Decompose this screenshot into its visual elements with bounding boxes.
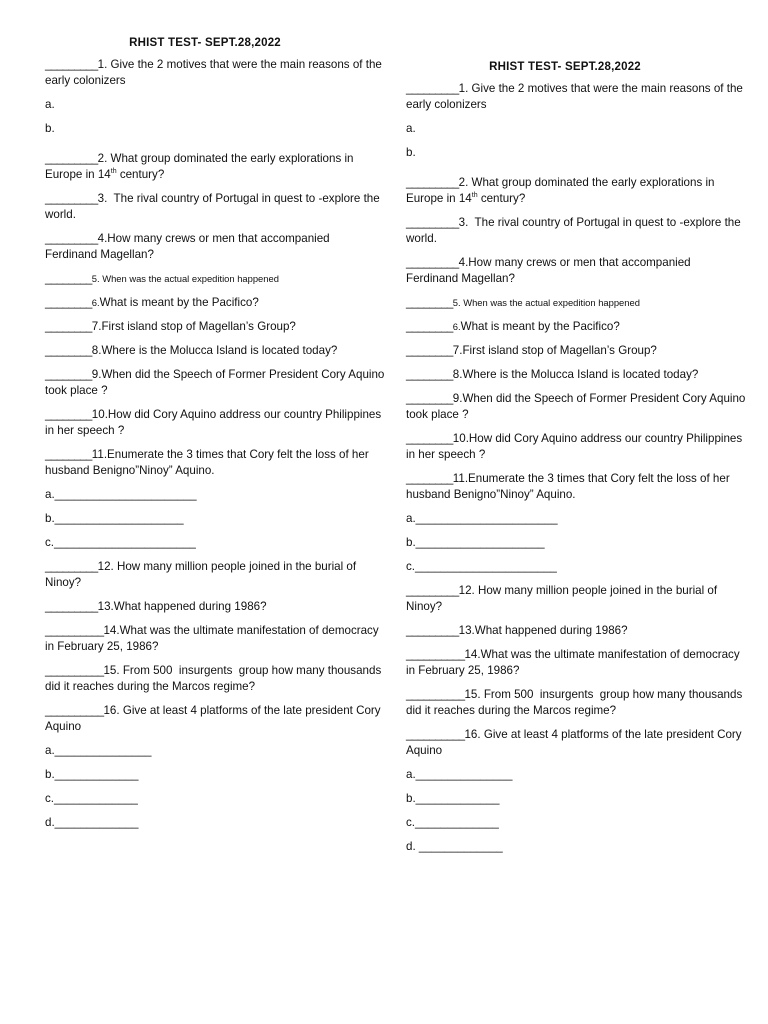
question-15: __________15. From 500 insurgents group how many thousands did it reaches during the Marcos regime?: [406, 688, 746, 717]
answer-option: b._____________: [45, 768, 139, 781]
answer-option: d._____________: [45, 816, 139, 829]
answer-option: a._______________: [406, 768, 513, 781]
question-9: ________9.When did the Speech of Former President Cory Aquino took place ?: [45, 368, 388, 397]
answer-option: a.______________________: [45, 488, 197, 501]
question-11: ________11.Enumerate the 3 times that Cory felt the loss of her husband Benigno”Ninoy” Aquino.: [45, 448, 372, 477]
answer-option: c.______________________: [45, 536, 196, 549]
question-1: _________1. Give the 2 motives that were the main reasons of the early colonizers: [406, 82, 747, 111]
answer-option: c.______________________: [406, 560, 557, 573]
question-2: _________2. What group dominated the early explorations in Europe in 14th century?: [45, 152, 357, 181]
answer-option: b.: [406, 146, 416, 159]
question-10: ________10.How did Cory Aquino address our country Philippines in her speech ?: [45, 408, 385, 437]
question-7: ________7.First island stop of Magellan’s Group?: [45, 320, 296, 333]
question-16: __________16. Give at least 4 platforms of the late president Cory Aquino: [406, 728, 745, 757]
answer-option: b.____________________: [45, 512, 184, 525]
answer-option: d. _____________: [406, 840, 503, 853]
question-8: ________8.Where is the Molucca Island is located today?: [406, 368, 699, 381]
answer-option: a.______________________: [406, 512, 558, 525]
question-16: __________16. Give at least 4 platforms of the late president Cory Aquino: [45, 704, 384, 733]
question-4: _________4.How many crews or men that accompanied Ferdinand Magellan?: [406, 256, 694, 285]
answer-option: b._____________: [406, 792, 500, 805]
test-sheet-right: [406, 0, 749, 863]
question-14: __________14.What was the ultimate manifestation of democracy in February 25, 1986?: [406, 648, 743, 677]
question-14: __________14.What was the ultimate manifestation of democracy in February 25, 1986?: [45, 624, 382, 653]
question-10: ________10.How did Cory Aquino address our country Philippines in her speech ?: [406, 432, 746, 461]
question-13: _________13.What happened during 1986?: [45, 600, 267, 613]
question-12: _________12. How many million people joined in the burial of Ninoy?: [45, 560, 360, 589]
answer-option: c._____________: [45, 792, 138, 805]
question-3: _________3. The rival country of Portugal in quest to -explore the world.: [45, 192, 383, 221]
question-12: _________12. How many million people joined in the burial of Ninoy?: [406, 584, 721, 613]
question-5: ________5. When was the actual expedition happened: [406, 296, 640, 309]
question-4: _________4.How many crews or men that accompanied Ferdinand Magellan?: [45, 232, 333, 261]
question-9: ________9.When did the Speech of Former President Cory Aquino took place ?: [406, 392, 749, 421]
question-13: _________13.What happened during 1986?: [406, 624, 628, 637]
test-sheet-left: [45, 0, 388, 839]
question-6: ________6.What is meant by the Pacifico?: [406, 320, 620, 333]
question-15: __________15. From 500 insurgents group how many thousands did it reaches during the Marcos regime?: [45, 664, 385, 693]
answer-option: b.: [45, 122, 55, 135]
question-1: _________1. Give the 2 motives that were the main reasons of the early colonizers: [45, 58, 386, 87]
answer-option: b.____________________: [406, 536, 545, 549]
question-3: _________3. The rival country of Portugal in quest to -explore the world.: [406, 216, 744, 245]
answer-option: a._______________: [45, 744, 152, 757]
answer-option: c._____________: [406, 816, 499, 829]
page-title: RHIST TEST- SEPT.28,2022: [129, 37, 281, 49]
question-11: ________11.Enumerate the 3 times that Cory felt the loss of her husband Benigno”Ninoy” Aquino.: [406, 472, 733, 501]
page-title: RHIST TEST- SEPT.28,2022: [489, 61, 641, 73]
question-7: ________7.First island stop of Magellan’s Group?: [406, 344, 657, 357]
question-2: _________2. What group dominated the early explorations in Europe in 14th century?: [406, 176, 718, 205]
question-5: ________5. When was the actual expedition happened: [45, 272, 279, 285]
question-8: ________8.Where is the Molucca Island is located today?: [45, 344, 338, 357]
answer-option: a.: [406, 122, 416, 135]
answer-option: a.: [45, 98, 55, 111]
question-6: ________6.What is meant by the Pacifico?: [45, 296, 259, 309]
